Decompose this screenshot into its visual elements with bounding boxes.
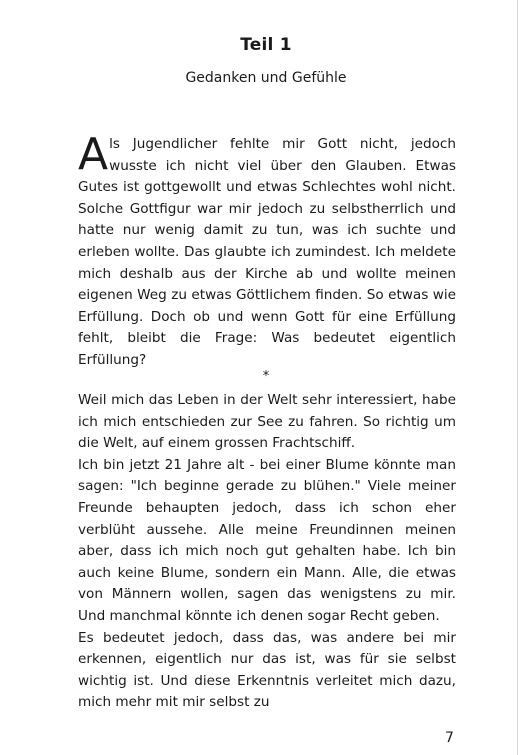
chapter-title: Teil 1 xyxy=(240,35,292,55)
section-separator: * xyxy=(262,369,270,384)
paragraph-intro xyxy=(78,129,456,372)
paragraph-intro-text: ls Jugendlicher fehlte mir Gott nicht, jedoch wusste ich nicht viel über den Glauben. Etwas Gutes ist gottgewollt und etwas Schlechtes wohl nicht. Solche Gottfigur war mir jedoch zu selbstherrlich und hatte nur wenig damit zu tun, was ich suchte und erleben wollte. Das glaubte ich zumindest. Ich meldete mich deshalb aus der Kirche ab und wollte meinen eigenen Weg zu etwas Göttlichem finden. So etwas wie Erfüllung. Doch ob und wenn Gott für eine Erfüllung fehlt, bleibt die Frage: Was bedeutet eigentlich Erfüllung? xyxy=(78,136,456,368)
paragraph-sea-journey xyxy=(78,390,456,714)
chapter-subtitle: Gedanken und Gefühle xyxy=(185,70,347,86)
paragraph-line-2: Ich bin jetzt 21 Jahre alt - bei einer Blume könnte man sagen: "Ich beginne gerade zu blühen." Viele meiner Freunde behaupten jedoch, dass ich schon eher verblüht aussehe. Alle meine Freundinnen meinen aber, dass ich mich noch gut gehalten habe. Ich bin auch keine Blume, sondern ein Mann. Alle, die etwas von Männern wollen, sagen das wenigstens zu mir. Und manchmal könnte ich denen sogar Recht geben. xyxy=(78,456,456,624)
paragraph-line-3: Es bedeutet jedoch, dass das, was andere bei mir erkennen, eigentlich nur das ist, was für sie selbst wichtig ist. Und diese Erkenntnis verleitet mich dazu, mich mehr mit mir selbst zu xyxy=(78,629,456,711)
paragraph-line-1: Weil mich das Leben in der Welt sehr interessiert, habe ich mich entschieden zur See zu fahren. So richtig um die Welt, auf einem grossen Frachtschiff. xyxy=(78,392,456,452)
drop-cap: A xyxy=(78,129,109,180)
page-number: 7 xyxy=(445,730,454,746)
